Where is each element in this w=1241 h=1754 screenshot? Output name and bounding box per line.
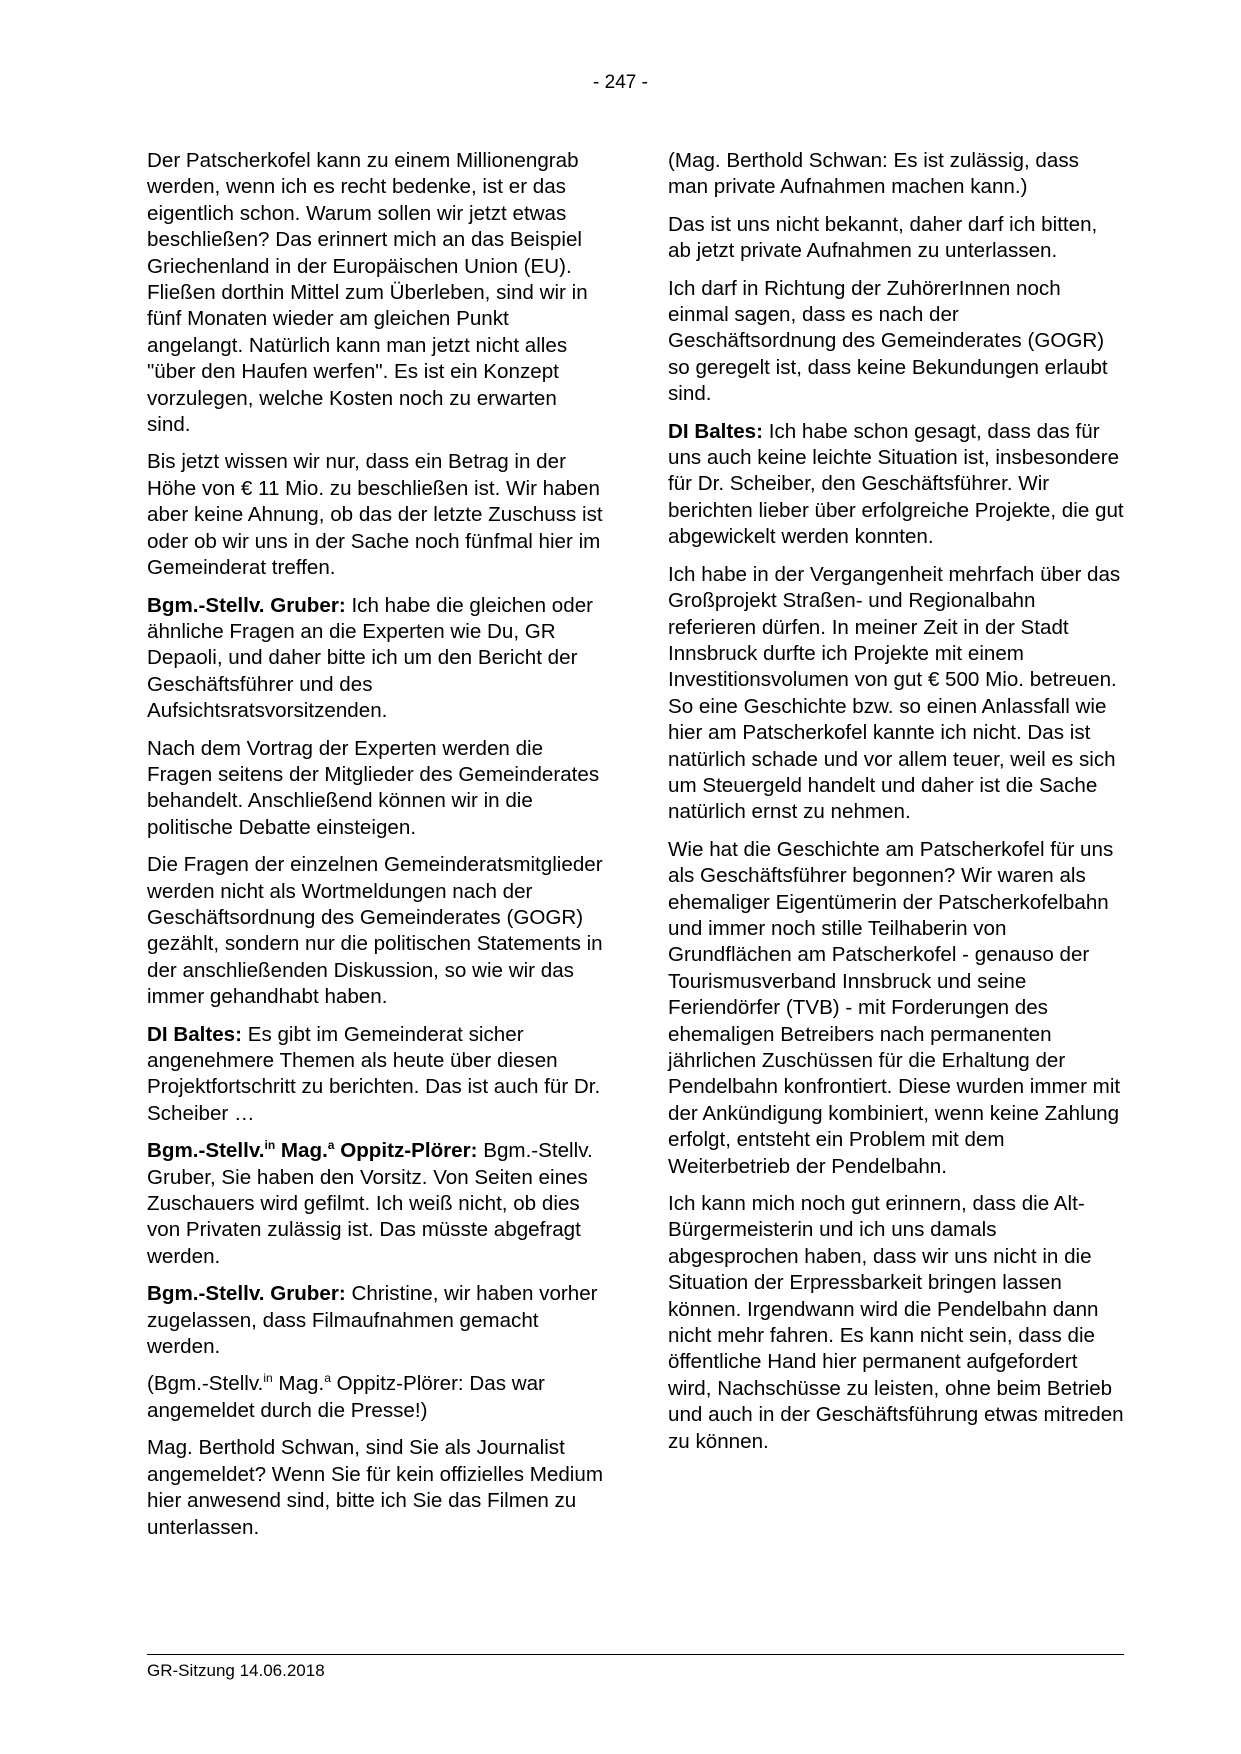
paragraph xyxy=(668,1191,1124,1455)
speaker-name: Bgm.-Stellv.$^{in}$ Mag.$^a$ Oppitz-Plörer: xyxy=(147,1138,478,1163)
paragraph xyxy=(668,276,1124,408)
speaker-name: Bgm.-Stellv. Gruber: xyxy=(147,1282,346,1306)
paragraph xyxy=(668,212,1124,265)
paragraph-text: (Mag. Berthold Schwan: Es ist zulässig, dass man private Aufnahmen machen kann.) xyxy=(668,149,1079,199)
paragraph-text: Es gibt im Gemeinderat sicher angenehmere Themen als heute über diesen Projektfortschritt zu berichten. Das ist auch für Dr. Scheiber … xyxy=(147,1022,601,1125)
paragraph-text: Mag. Berthold Schwan, sind Sie als Journalist angemeldet? Wenn Sie für kein offizielles Medium hier anwesend sind, bitte ich Sie das Filmen zu unterlassen. xyxy=(147,1436,603,1539)
paragraph-text: Nach dem Vortrag der Experten werden die Fragen seitens der Mitglieder des Gemeinderates behandelt. Anschließend können wir in die politische Debatte einsteigen. xyxy=(147,736,600,839)
paragraph-text: Bgm.-Stellv. Gruber, Sie haben den Vorsitz. Von Seiten eines Zuschauers wird gefilmt. Ich weiß nicht, ob dies von Privaten zulässig ist. Das müsste abgefragt werden. xyxy=(147,1139,593,1268)
paragraph xyxy=(668,148,1124,201)
footer-divider xyxy=(147,1654,1124,1655)
paragraph-text: Ich habe die gleichen oder ähnliche Fragen an die Experten wie Du, GR Depaoli, und daher bitte ich um den Bericht der Geschäftsführer und des Aufsichtsratsvorsitzenden. xyxy=(147,593,594,723)
speaker-name: DI Baltes: xyxy=(668,419,763,443)
speaker-name: DI Baltes: xyxy=(147,1022,242,1046)
paragraph-text: Die Fragen der einzelnen Gemeinderatsmitglieder werden nicht als Wortmeldungen nach der Geschäftsordnung des Gemeinderates (GOGR) gezählt, sondern nur die politischen Statements in der anschließenden Diskussion, so wie wir das immer gehandhabt haben. xyxy=(147,853,603,1009)
paragraph xyxy=(668,562,1124,826)
paragraph xyxy=(147,736,603,842)
paragraph xyxy=(147,1022,603,1128)
paragraph xyxy=(147,148,603,438)
paragraph xyxy=(668,419,1124,551)
paragraph-text: Der Patscherkofel kann zu einem Millionengrab werden, wenn ich es recht bedenke, ist er das eigentlich schon. Warum sollen wir jetzt etwas beschließen? Das erinnert mich an das Beispiel Griechenland in der Europäischen Union (EU). Fließen dorthin Mittel zum Überleben, sind wir in fünf Monaten wieder am gleichen Punkt angelangt. Natürlich kann man jetzt nicht alles "über den Haufen werfen". Es ist ein Konzept vorzulegen, welche Kosten noch zu erwarten sind. xyxy=(147,149,588,437)
paragraph-text: Ich darf in Richtung der ZuhörerInnen noch einmal sagen, dass es nach der Geschäftsordnung des Gemeinderates (GOGR) so geregelt ist, dass keine Bekundungen erlaubt sind. xyxy=(668,276,1108,406)
paragraph: (Bgm.-Stellv.$^{in}$ Mag.$^a$ Oppitz-Plörer: Das war angemeldet durch die Presse!) xyxy=(147,1371,545,1422)
footer: GR-Sitzung 14.06.2018 xyxy=(147,1661,325,1680)
paragraph-text: Bis jetzt wissen wir nur, dass ein Betrag in der Höhe von € 11 Mio. zu beschließen ist. Wir haben aber keine Ahnung, ob das der letzte Zuschuss ist oder ob wir uns in der Sache noch fünfmal hier im Gemeinderat treffen. xyxy=(147,450,603,580)
paragraph xyxy=(147,1138,603,1270)
paragraph xyxy=(147,852,603,1010)
right-column xyxy=(668,148,1124,1466)
paragraph xyxy=(147,1281,603,1360)
paragraph xyxy=(147,449,603,581)
page-number: - 247 - xyxy=(593,72,648,93)
paragraph xyxy=(147,1435,603,1541)
paragraph-text: Ich kann mich noch gut erinnern, dass die Alt-Bürgermeisterin und ich uns damals abgesprochen haben, dass wir uns nicht in die Situation der Erpressbarkeit bringen lassen können. Irgendwann wird die Pendelbahn dann nicht mehr fahren. Es kann nicht sein, dass die öffentliche Hand hier permanent aufgefordert wird, Nachschüsse zu leisten, ohne beim Betrieb und auch in der Geschäftsführung etwas mitreden zu können. xyxy=(668,1192,1124,1453)
speaker-name: Bgm.-Stellv. Gruber: xyxy=(147,593,346,617)
paragraph-text: Ich habe schon gesagt, dass das für uns auch keine leichte Situation ist, insbesondere für Dr. Scheiber, den Geschäftsführer. Wir berichten lieber über erfolgreiche Projekte, die gut abgewickelt werden konnten. xyxy=(668,419,1124,549)
paragraph-text: Das ist uns nicht bekannt, daher darf ich bitten, ab jetzt private Aufnahmen zu unterlassen. xyxy=(668,212,1098,263)
paragraph xyxy=(668,837,1124,1180)
paragraph xyxy=(147,593,603,725)
left-column xyxy=(147,148,603,1552)
paragraph-text: Wie hat die Geschichte am Patscherkofel für uns als Geschäftsführer begonnen? Wir waren als ehemaliger Eigentümerin der Patscherkofelbahn und immer noch stille Teilhaberin von Grundflächen am Patscherkofel - genauso der Tourismusverband Innsbruck und seine Feriendörfer (TVB) - mit Forderungen des ehemaligen Betreibers nach permanenten jährlichen Zuschüssen für die Erhaltung der Pendelbahn konfrontiert. Diese wurden immer mit der Ankündigung kombiniert, wenn keine Zahlung erfolgt, entsteht ein Problem mit dem Weiterbetrieb der Pendelbahn. xyxy=(668,837,1121,1178)
paragraph-text: Ich habe in der Vergangenheit mehrfach über das Großprojekt Straßen- und Regionalbahn referieren dürfen. In meiner Zeit in der Stadt Innsbruck durfte ich Projekte mit einem Investitionsvolumen von gut € 500 Mio. betreuen. So eine Geschichte bzw. so einen Anlassfall wie hier am Patscherkofel kannte ich nicht. Das ist natürlich schade und vor allem teuer, weil es sich um Steuergeld handelt und daher ist die Sache natürlich ernst zu nehmen. xyxy=(668,562,1121,824)
paragraph-text: Christine, wir haben vorher zugelassen, dass Filmaufnahmen gemacht werden. xyxy=(147,1282,598,1359)
